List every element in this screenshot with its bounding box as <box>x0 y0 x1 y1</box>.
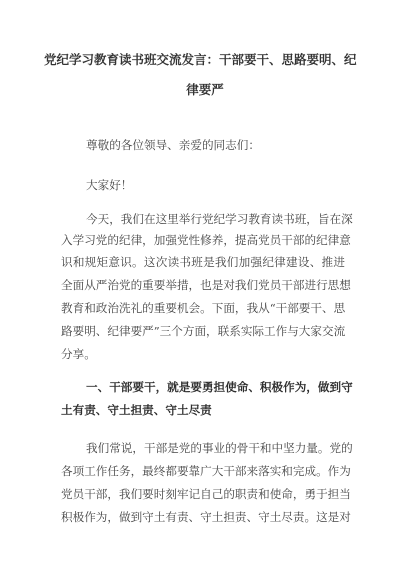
paragraph-1-line: 今天，我们在这里举行党纪学习教育读书班，旨在深 <box>86 212 353 226</box>
document-title-line-1: 党纪学习教育读书班交流发言：干部要干、思路要明、纪 <box>44 52 357 67</box>
paragraph-1-line: 教育和政治洗礼的重要机会。下面，我从“干部要干、思 <box>61 301 346 315</box>
paragraph-2-line: 党员干部，我们要时刻牢记自己的职责和使命，勇于担当 <box>61 487 351 501</box>
salutation: 尊敬的各位领导、亲爱的同志们： <box>86 138 260 152</box>
paragraph-2-line: 各项工作任务，最终都要靠广大干部来落实和完成。作为 <box>61 464 351 478</box>
paragraph-1-line: 识和规矩意识。这次读书班是我们加强纪律建设、推进 <box>61 255 345 269</box>
section-1-heading-line: 一、干部要干，就是要勇担使命、积极作为，做到守 <box>86 380 353 394</box>
paragraph-1-line: 入学习党的纪律，加强党性修养，提高党员干部的纪律意 <box>61 233 351 247</box>
greeting: 大家好！ <box>86 178 133 192</box>
document-title-line-2: 律要严 <box>186 82 224 97</box>
paragraph-2-line: 我们常说，干部是党的事业的骨干和中坚力量。党的 <box>86 441 353 455</box>
paragraph-1-line: 全面从严治党的重要举措，也是对我们党员干部进行思想 <box>61 278 351 292</box>
section-1-heading-line: 土有责、守土担责、守土尽责 <box>61 403 212 417</box>
paragraph-1-line: 分享。 <box>61 347 96 361</box>
paragraph-1-line: 路要明、纪律要严”三个方面，联系实际工作与大家交流 <box>61 324 346 338</box>
paragraph-2-line: 积极作为，做到守土有责、守土担责、守土尽责。这是对 <box>61 510 351 524</box>
